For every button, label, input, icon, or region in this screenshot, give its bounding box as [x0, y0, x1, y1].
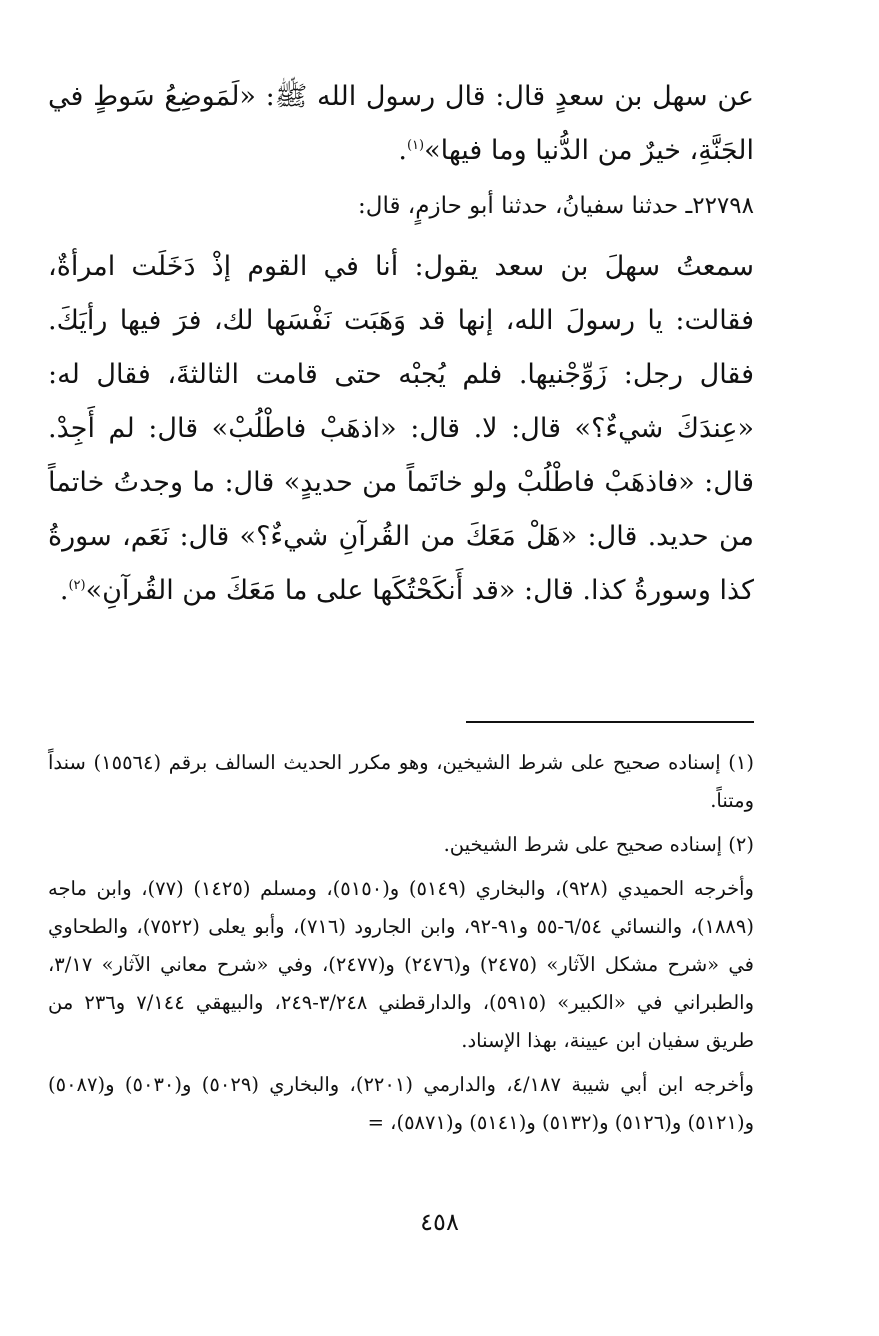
- footnote-ref-2[interactable]: (٢): [68, 578, 86, 593]
- hadith-text-2: سمعتُ سهلَ بن سعد يقول: أنا في القوم إذْ دَخَلَت امرأةٌ، فقالت: يا رسولَ الله، إنها قد وَهَبَت نَفْسَها لك، فرَ فيها رأيَكَ. فقال رجل: زَوِّجْنيها. فلم يُجبْه حتى قامت الثالثةَ، فقال له: «عِندَكَ شيءٌ؟» قال: لا. قال: «اذهَبْ فاطْلُبْ» قال: لم أَجِدْ. قال: «فاذهَبْ فاطْلُبْ ولو خاتَماً من حديدٍ» قال: ما وجدتُ خاتماً من حديد. قال: «هَلْ مَعَكَ من القُرآنِ شيءٌ؟» قال: نَعَم، سورةُ كذا وسورةُ كذا. قال: «قد أَنكَحْتُكَها على ما مَعَكَ من القُرآنِ»: [48, 251, 754, 606]
- footnote-1: (١) إسناده صحيح على شرط الشيخين، وهو مكرر الحديث السالف برقم (١٥٥٦٤) سنداً ومتناً.: [48, 751, 755, 812]
- hadith-heading: ٢٢٧٩٨ـ حدثنا سفيانُ، حدثنا أبو حازمٍ، قال:: [358, 193, 754, 219]
- hadith-end-2: .: [59, 575, 69, 606]
- page-number: ٤٥٨: [420, 1208, 459, 1236]
- footnote-2-sources-cont: وأخرجه ابن أبي شيبة ٤/١٨٧، والدارمي (٢٢٠١)، والبخاري (٥٠٢٩) و(٥٠٣٠) و(٥٠٨٧) و(٥١٢١) و(٥١٢٦) و(٥١٣٢) و(٥١٤١) و(٥٨٧١)، =: [48, 1073, 754, 1134]
- hadith-paragraph-2: [48, 240, 754, 618]
- footnote-separator: [466, 721, 754, 723]
- footnotes: [48, 744, 754, 1148]
- footnote-ref-1[interactable]: (١): [406, 138, 425, 153]
- footnote-2-sources: وأخرجه الحميدي (٩٢٨)، والبخاري (٥١٤٩) و(٥١٥٠)، ومسلم (١٤٢٥) (٧٧)، وابن ماجه (١٨٨٩)، والنسائي ٦/٥٤-٥٥ و٩١-٩٢، وابن الجارود (٧١٦)، وأبو يعلى (٧٥٢٢)، والطحاوي في «شرح مشكل الآثار» (٢٤٧٥) و(٢٤٧٦) و(٢٤٧٧)، وفي «شرح معاني الآثار» ٣/١٧، والطبراني في «الكبير» (٥٩١٥)، والدارقطني ٣/٢٤٨-٢٤٩، والبيهقي ٧/١٤٤ و٢٣٦ من طريق سفيان ابن عيينة، بهذا الإسناد.: [48, 877, 754, 1052]
- hadith-end-1: .: [398, 135, 407, 166]
- footnote-2: (٢) إسناده صحيح على شرط الشيخين.: [443, 833, 754, 856]
- hadith-text-1: عن سهل بن سعدٍ قال: قال رسول الله ﷺ: «لَمَوضِعُ سَوطٍ في الجَنَّةِ، خيرٌ من الدُّنيا وما فيها»: [48, 81, 754, 166]
- hadith-paragraph-1: [48, 70, 754, 178]
- main-text: [48, 70, 754, 618]
